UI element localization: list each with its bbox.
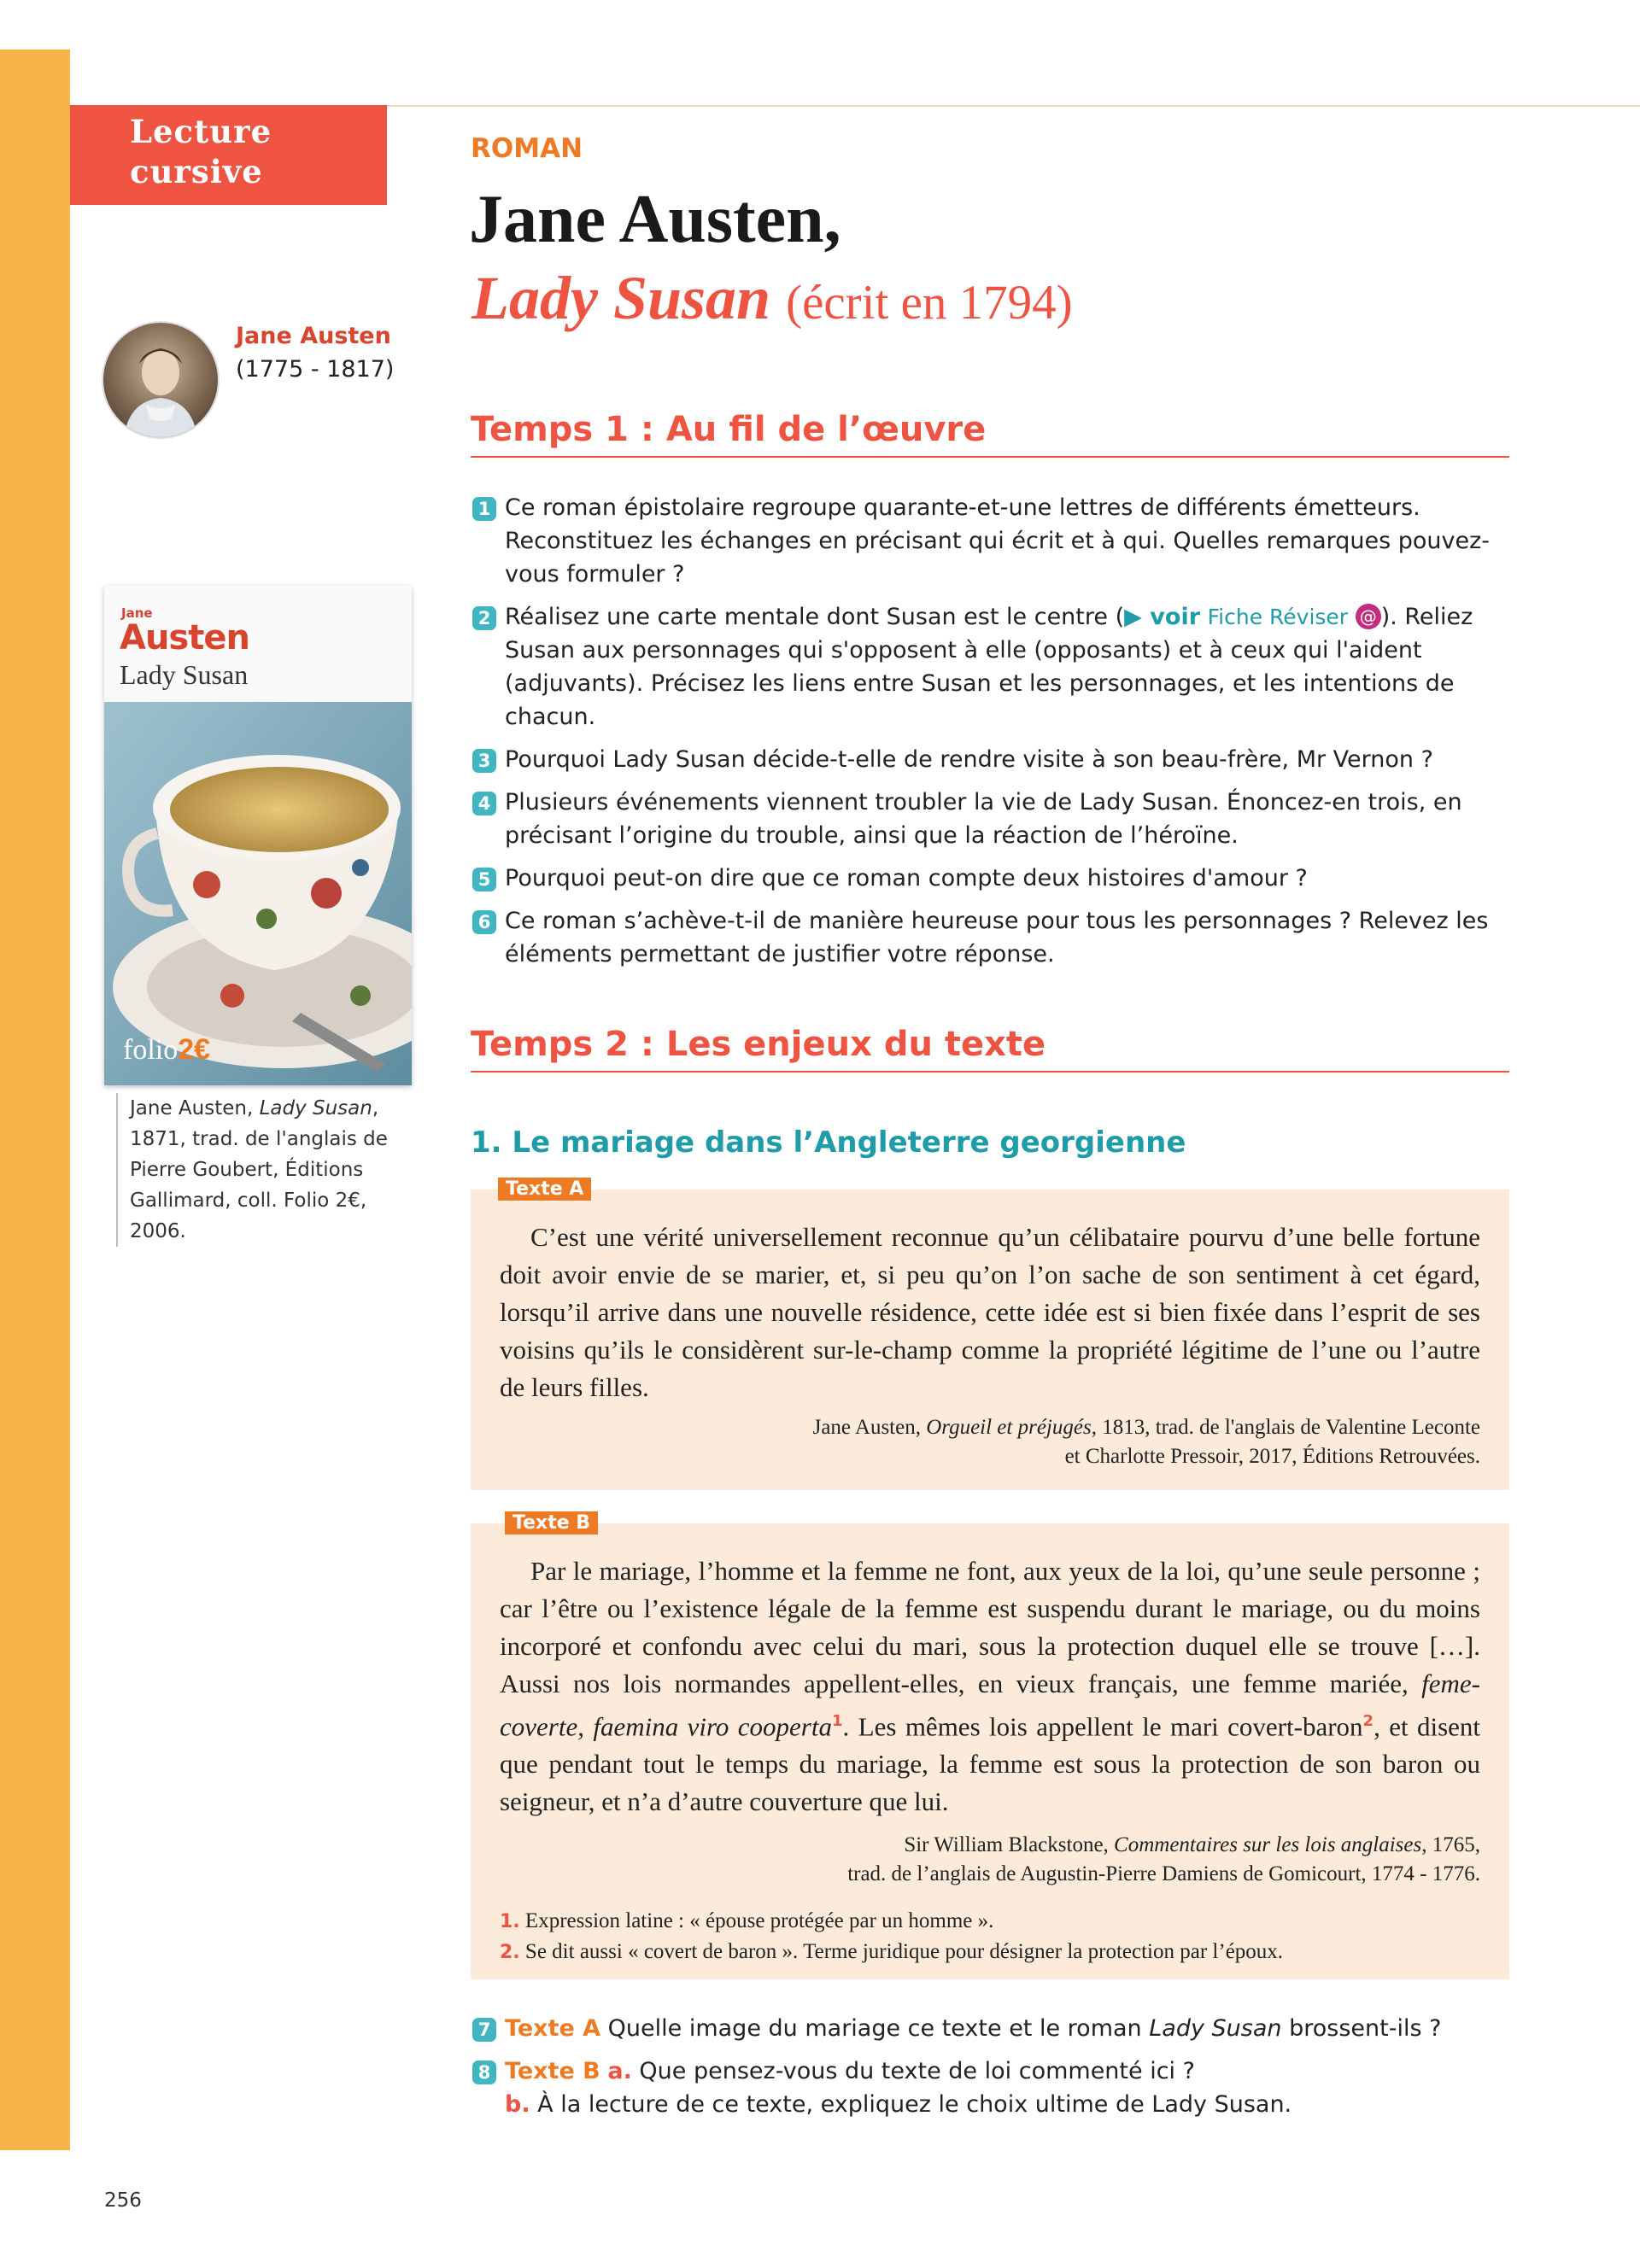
author-portrait <box>103 323 218 437</box>
work-title <box>472 263 1073 334</box>
texte-a-source-line2: et Charlotte Pressoir, 2017, Éditions Retrouvées. <box>1064 1445 1480 1468</box>
question-number: 6 <box>472 910 496 934</box>
footnote-text: Expression latine : « épouse protégée par un homme ». <box>524 1909 994 1933</box>
genre-label: ROMAN <box>471 133 583 164</box>
source-author: Jane Austen, <box>812 1416 927 1439</box>
source-details: , 1765, <box>1421 1833 1480 1857</box>
texte-b-latin: feme-coverte, faemina viro cooperta <box>500 1669 1480 1742</box>
temps2-heading: Temps 2 : Les enjeux du texte <box>471 1025 1509 1073</box>
question-text: Pourquoi Lady Susan décide-t-elle de rendre visite à son beau-frère, Mr Vernon ? <box>505 746 1433 773</box>
footnote-number: 1. <box>500 1911 520 1933</box>
caption-prefix: Jane Austen, <box>130 1097 260 1119</box>
question-7 <box>472 2012 1514 2045</box>
question-1 <box>472 491 1514 591</box>
part-b-text: À la lecture de ce texte, expliquez le choix ultime de Lady Susan. <box>530 2091 1292 2118</box>
at-resource-icon[interactable]: @ <box>1356 604 1381 629</box>
question-4 <box>472 786 1514 852</box>
footnote-number: 2. <box>500 1942 520 1964</box>
cover-author: Austen <box>120 618 249 658</box>
cover-title: Lady Susan <box>120 659 249 690</box>
question-text: Pourquoi peut-on dire que ce roman compte deux histoires d'amour ? <box>505 865 1308 891</box>
folio-word: folio <box>123 1034 179 1066</box>
portrait-illustration <box>103 323 218 437</box>
temps1-heading: Temps 1 : Au fil de l’œuvre <box>471 410 1509 458</box>
work-name: Lady Susan <box>472 264 771 332</box>
question-number: 1 <box>472 497 496 521</box>
question-work-title: Lady Susan <box>1149 2015 1282 2042</box>
texte-b-footnotes <box>500 1906 1480 1967</box>
author-dates: (1775 - 1817) <box>236 356 395 383</box>
source-title: Orgueil et préjugés <box>926 1416 1092 1439</box>
source-author: Sir William Blackstone, <box>904 1833 1115 1857</box>
side-color-bar <box>0 50 70 2150</box>
texte-a-source-line1 <box>500 1413 1480 1442</box>
temps2-questions <box>472 2012 1514 2131</box>
question-text-start: Quelle image du mariage ce texte et le roman <box>600 2015 1150 2042</box>
question-2 <box>472 600 1514 734</box>
banner-line-1: Lecture <box>130 113 272 150</box>
texte-b-source-line2: trad. de l’anglais de Augustin-Pierre Damiens de Gomicourt, 1774 - 1776. <box>847 1862 1480 1886</box>
texte-b-source <box>500 1831 1480 1889</box>
banner-line-2: cursive <box>130 153 263 190</box>
texte-a-box <box>471 1178 1509 1490</box>
footnote-1 <box>500 1906 1480 1937</box>
lecture-cursive-banner <box>70 105 387 205</box>
question-text: Plusieurs événements viennent troubler la vie de Lady Susan. Énoncez-en trois, en précisant l’origine du trouble, ainsi que la réaction de l’héroïne. <box>505 789 1462 849</box>
question-number: 3 <box>472 749 496 773</box>
question-text-end: brossent-ils ? <box>1281 2015 1442 2042</box>
question-text-end: ). Reliez Susan aux personnages qui s'opposent à elle (opposants) et à ceux qui l'aident (adjuvants). Précisez les liens entre Susan et les personnages, et les intentions de chacun. <box>505 604 1473 730</box>
question-number: 8 <box>472 2060 496 2084</box>
footnote-ref-1: 1 <box>832 1712 843 1730</box>
work-date: (écrit en 1794) <box>786 276 1073 330</box>
question-number: 5 <box>472 868 496 891</box>
question-text: Ce roman épistolaire regroupe quarante-et-une lettres de différents émetteurs. Reconstituez les échanges en précisant qui écrit et à qui. Quelles remarques pouvez-vous formuler ? <box>505 494 1491 587</box>
texte-b-box <box>471 1512 1509 1979</box>
texte-a-source <box>500 1413 1480 1471</box>
question-number: 2 <box>472 606 496 630</box>
part-b-label: b. <box>505 2091 530 2118</box>
footnote-text: Se dit aussi « covert de baron ». Terme juridique pour désigner la protection par l’époux. <box>524 1940 1284 1964</box>
caption-suffix: , 1871, trad. de l'anglais de Pierre Goubert, Éditions Gallimard, coll. Folio 2€, 2006. <box>130 1097 388 1242</box>
voir-link[interactable]: ▶ voir <box>1124 604 1201 630</box>
cover-folio-logo <box>123 1033 210 1067</box>
page-title: Jane Austen, <box>469 182 841 257</box>
cover-author-first: Jane <box>121 605 153 621</box>
temps2-subtitle: 1. Le mariage dans l’Angleterre georgienne <box>471 1125 1186 1160</box>
texte-b-tag: Texte B <box>505 1511 598 1534</box>
author-name: Jane Austen <box>236 323 391 349</box>
question-8 <box>472 2055 1514 2121</box>
texte-b-passage <box>500 1552 1480 1821</box>
page-number: 256 <box>104 2189 142 2212</box>
caption-title: Lady Susan <box>259 1097 372 1119</box>
question-5 <box>472 862 1514 895</box>
cover-caption <box>116 1093 415 1247</box>
question-number: 4 <box>472 792 496 815</box>
texte-b-part1: Par le mariage, l’homme et la femme ne font, aux yeux de la loi, qu’une seule personne ; car l’être ou l’existence légale de la femme est suspendu durant le mariage, ou du moins incorporé et confondu avec celui du mari, sous la protection duquel elle se trouve […]. Aussi nos lois normandes appellent-elles, en vieux français, une femme mariée, <box>500 1556 1480 1698</box>
texte-a-passage: C’est une vérité universellement reconnue qu’un célibataire pourvu d’une belle fortune doit avoir envie de se marier, et, si peu qu’on l’on sache de son sentiment à cet égard, lorsqu’il arrive dans une nouvelle résidence, cette idée est si bien fixée dans l’esprit de ses voisins qu’ils le considèrent sur-le-champ comme la propriété légitime de l’une ou l’autre de leurs filles. <box>500 1222 1480 1402</box>
texte-a-tag: Texte A <box>498 1178 591 1201</box>
footnote-2 <box>500 1937 1480 1967</box>
question-3 <box>472 743 1514 776</box>
footnote-ref-2: 2 <box>1362 1712 1374 1730</box>
temps1-questions <box>472 491 1514 980</box>
question-ref: Texte A <box>505 2015 601 2042</box>
texte-b-part3: , et disent que pendant tout le temps du mariage, la femme est sous la protection de son baron ou seigneur, et n’a d’autre couverture que lui. <box>500 1711 1481 1817</box>
folio-mark: 2€ <box>178 1033 211 1066</box>
texte-b-source-line1 <box>500 1831 1480 1860</box>
source-details: , 1813, trad. de l'anglais de Valentine Leconte <box>1091 1416 1480 1439</box>
question-ref: Texte B <box>505 2058 600 2084</box>
question-text: Ce roman s’achève-t-il de manière heureuse pour tous les personnages ? Relevez les éléments permettant de justifier votre réponse. <box>505 908 1489 967</box>
question-6 <box>472 904 1514 971</box>
part-a-text: Que pensez-vous du texte de loi commenté ici ? <box>631 2058 1195 2084</box>
question-text-start: Réalisez une carte mentale dont Susan est le centre ( <box>505 604 1125 630</box>
part-a-label: a. <box>607 2058 632 2084</box>
question-number: 7 <box>472 2018 496 2042</box>
source-title: Commentaires sur les lois anglaises <box>1114 1833 1422 1857</box>
book-cover <box>104 586 412 1085</box>
fiche-reviser-link[interactable]: Fiche Réviser <box>1207 605 1349 629</box>
texte-b-part2: . Les mêmes lois appellent le mari covert-baron <box>842 1711 1363 1742</box>
